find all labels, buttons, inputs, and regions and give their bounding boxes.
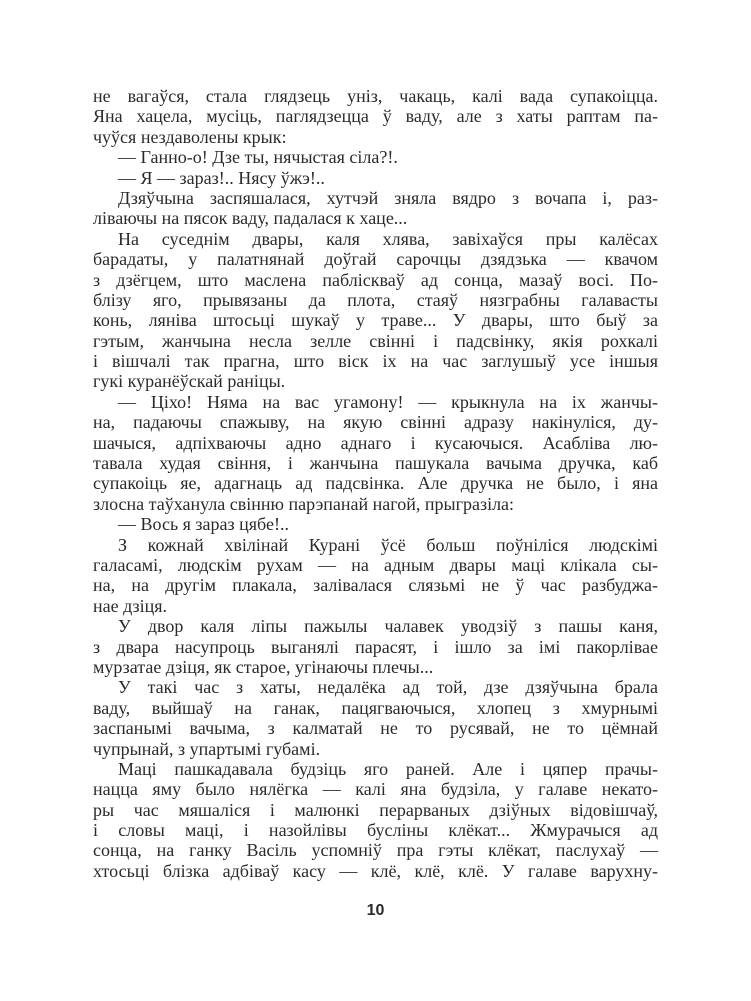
text-line: Маці пашкадавала будзіць яго раней. Але і цяпер прачы-	[118, 758, 658, 779]
text-line: і словы маці, і назойлівы бусліны клёкат... Жмурачыся ад	[93, 820, 658, 841]
text-line: чуўся нездаволены крык:	[93, 126, 287, 147]
text-line: ліваючы на пясок ваду, падалася к хаце...	[93, 208, 408, 229]
text-line: У такі час з хаты, недалёка ад той, дзе дзяўчына брала	[118, 677, 658, 698]
text-line: хтосьці блізка адбіваў касу — клё, клё, клё. У галаве варухну-	[93, 860, 658, 881]
text-line: і вішчалі так прагна, што віск іх на час заглушыў усе іншыя	[93, 351, 658, 372]
text-line: нае дзіця.	[93, 595, 168, 616]
page-body-text	[93, 86, 658, 881]
text-line: з двара насупроць выганялі парасят, і ішло за імі пакорлівае	[93, 636, 658, 657]
text-line: — Вось я зараз цябе!..	[118, 514, 289, 535]
text-line: заспанымі вачыма, з калматай не то русявай, не то цёмнай	[93, 718, 658, 739]
text-line: на, падаючы спажыву, на якую свінні адразу накінуліся, ду-	[93, 412, 658, 433]
text-line: ваду, выйшаў на ганак, пацягваючыся, хлопец з хмурнымі	[93, 697, 658, 718]
text-line: нацца яму было нялёгка — калі яна будзіла, у галаве некато-	[93, 779, 658, 800]
text-line: злосна таўханула свінню парэпанай нагой, прыгразіла:	[93, 493, 515, 514]
text-line: галасамі, людскім рухам — на адным двары маці клікала сы-	[93, 554, 658, 575]
text-line: — Ганно-о! Дзе ты, нячыстая сіла?!.	[118, 147, 398, 168]
text-line: Дзяўчына заспяшалася, хутчэй зняла вядро з вочапа і, раз-	[118, 187, 658, 208]
page-number: 10	[366, 902, 385, 919]
text-line: з дзёгцем, што маслена пабліскваў ад сонца, мазаў восі. По-	[93, 269, 658, 290]
text-line: на, на другім плакала, залівалася слязьмі не ў час разбуджа-	[93, 575, 658, 596]
text-line: барадаты, у палатнянай доўгай сарочцы дзядзька — квачом	[93, 249, 658, 270]
text-line: гукі куранёўскай раніцы.	[93, 371, 286, 392]
text-line: мурзатае дзіця, як старое, угінаючы плечы...	[93, 656, 434, 677]
text-line: тавала худая свіння, і жанчына пашукала вачыма дручка, каб	[93, 453, 658, 474]
text-line: — Я — зараз!.. Нясу ўжэ!..	[118, 167, 325, 188]
text-line: На суседнім двары, каля хлява, завіхаўся пры калёсах	[118, 228, 658, 249]
text-line: супакоіць яе, адагнаць ад падсвінка. Але дручка не было, і яна	[93, 473, 658, 494]
text-line: — Ціхо! Няма на вас угамону! — крыкнула на іх жанчы-	[118, 391, 658, 412]
text-line: блізу яго, прывязаны да плота, стаяў нязграбны галавасты	[93, 289, 658, 310]
text-line: Яна хацела, мусіць, паглядзецца ў ваду, але з хаты раптам па-	[93, 106, 658, 127]
text-line: У двор каля ліпы пажылы чалавек уводзіў з пашы каня,	[118, 616, 658, 637]
text-line: шачыся, адпіхваючы адно аднаго і кусаючыся. Асабліва лю-	[93, 432, 658, 453]
text-line: гэтым, жанчына несла зелле свінні і падсвінку, якія рохкалі	[93, 330, 658, 351]
text-line: не вагаўся, стала глядзець уніз, чакаць, калі вада супакоіцца.	[93, 86, 658, 106]
text-line: конь, лянiва штосьці шукаў у траве... У двары, што быў за	[93, 310, 658, 331]
text-line: сонца, на ганку Васіль успомніў пра гэты клёкат, паслухаў —	[93, 840, 658, 861]
text-line: З кожнай хвілінай Курані ўсё больш поўніліся людскімі	[118, 534, 658, 555]
text-line: ры час мяшаліся і малюнкі перарваных дзіўных відовішчаў,	[93, 799, 658, 820]
text-line: чупрынай, з упартымі губамі.	[93, 738, 321, 759]
